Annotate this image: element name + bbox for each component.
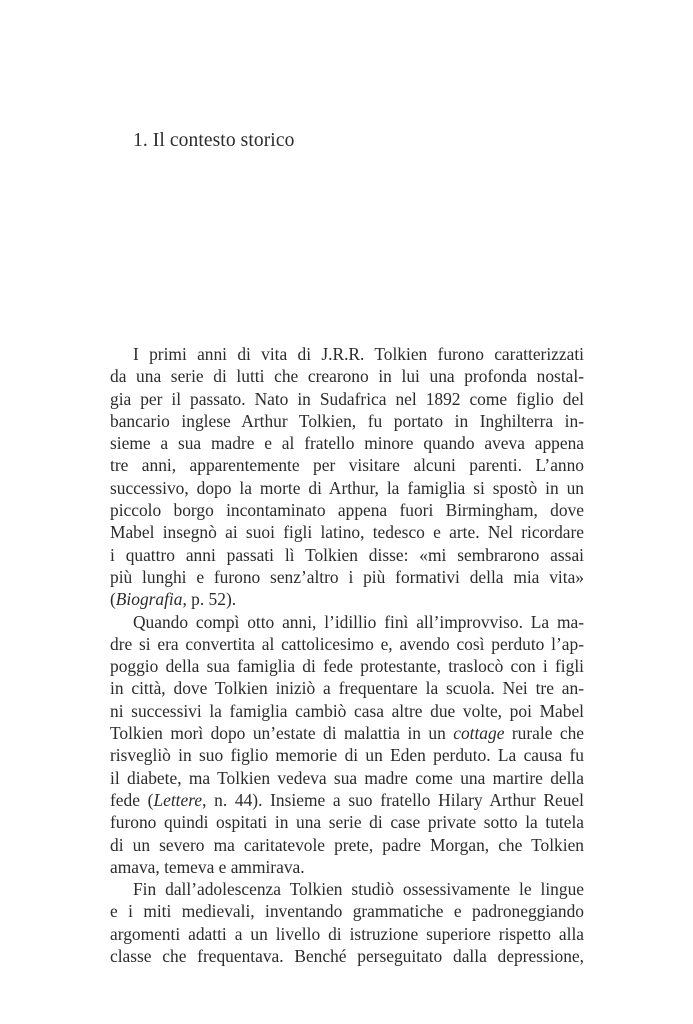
text-line: Fin dall’adolescenza Tolkien studiò ossessivamente le lingue — [133, 879, 584, 900]
text-line: Quando compì otto anni, l’idillio finì all’improvviso. La ma- — [133, 611, 584, 632]
citation-biografia: Biografia — [115, 589, 183, 610]
text-line: poggio della sua famiglia di fede protestante, traslocò con i figli — [110, 656, 584, 677]
text-line: I primi anni di vita di J.R.R. Tolkien furono caratterizzati — [133, 344, 584, 364]
text-line: e i miti medievali, inventando grammatiche e padroneggiando — [110, 901, 584, 922]
text-line: il diabete, ma Tolkien vedeva sua madre come una martire della — [110, 767, 584, 788]
text-line: bancario inglese Arthur Tolkien, fu portato in Inghilterra in- — [110, 410, 584, 431]
text-line: di un severo ma caritatevole prete, padre Morgan, che Tolkien — [110, 834, 584, 855]
text-line: furono quindi ospitati in una serie di case private sotto la tutela — [110, 812, 584, 833]
text-line: risvegliò in suo figlio memorie di un Eden perduto. La causa fu — [110, 745, 584, 766]
text-line: tre anni, apparentemente per visitare alcuni parenti. L’anno — [110, 455, 584, 476]
chapter-title: 1. Il contesto storico — [133, 130, 295, 151]
paragraph-2 — [110, 611, 584, 879]
text-segment: Tolkien morì dopo un’estate di malattia in un — [110, 723, 454, 744]
text-line: più lunghi e furono senz’altro i più formativi della mia vita» — [110, 566, 584, 587]
text-line: successivo, dopo la morte di Arthur, la famiglia si spostò in un — [110, 477, 584, 498]
text-line: sieme a sua madre e al fratello minore quando aveva appena — [110, 433, 584, 454]
text-line: piccolo borgo incontaminato appena fuori Birmingham, dove — [110, 500, 584, 521]
text-line — [110, 588, 584, 610]
citation-lettere: Lettere — [153, 789, 203, 810]
text-line: ni successivi la famiglia cambiò casa altre due volte, poi Mabel — [110, 700, 584, 721]
text-line — [110, 789, 584, 811]
text-line: Mabel insegnò ai suoi figli latino, tedesco e arte. Nel ricordare — [110, 522, 584, 543]
text-segment: fede ( — [110, 789, 154, 810]
italic-cottage: cottage — [453, 723, 505, 744]
text-segment: rurale che — [504, 723, 584, 744]
body-text — [110, 343, 584, 967]
text-line: argomenti adatti a un livello di istruzione superiore rispetto alla — [110, 923, 584, 944]
citation-page: , p. 52). — [182, 589, 237, 610]
text-line: da una serie di lutti che crearono in lui una profonda nostal- — [110, 366, 584, 387]
text-line: classe che frequentava. Benché perseguitato dalla depressione, — [110, 946, 584, 967]
text-line: dre si era convertita al cattolicesimo e, avendo così perduto l’ap- — [110, 633, 584, 654]
paragraph-3 — [110, 878, 584, 967]
paragraph-1 — [110, 343, 584, 611]
text-line — [110, 722, 584, 744]
open-paren: ( — [110, 589, 116, 610]
text-line: amava, temeva e ammirava. — [110, 856, 305, 877]
text-line: gia per il passato. Nato in Sudafrica nel 1892 come figlio del — [110, 388, 584, 409]
text-line: i quattro anni passati lì Tolkien disse: «mi sembrarono assai — [110, 544, 584, 565]
text-line: in città, dove Tolkien iniziò a frequentare la scuola. Nei tre an- — [110, 678, 584, 699]
text-segment: , n. 44). Insieme a suo fratello Hilary Arthur Reuel — [202, 789, 584, 810]
